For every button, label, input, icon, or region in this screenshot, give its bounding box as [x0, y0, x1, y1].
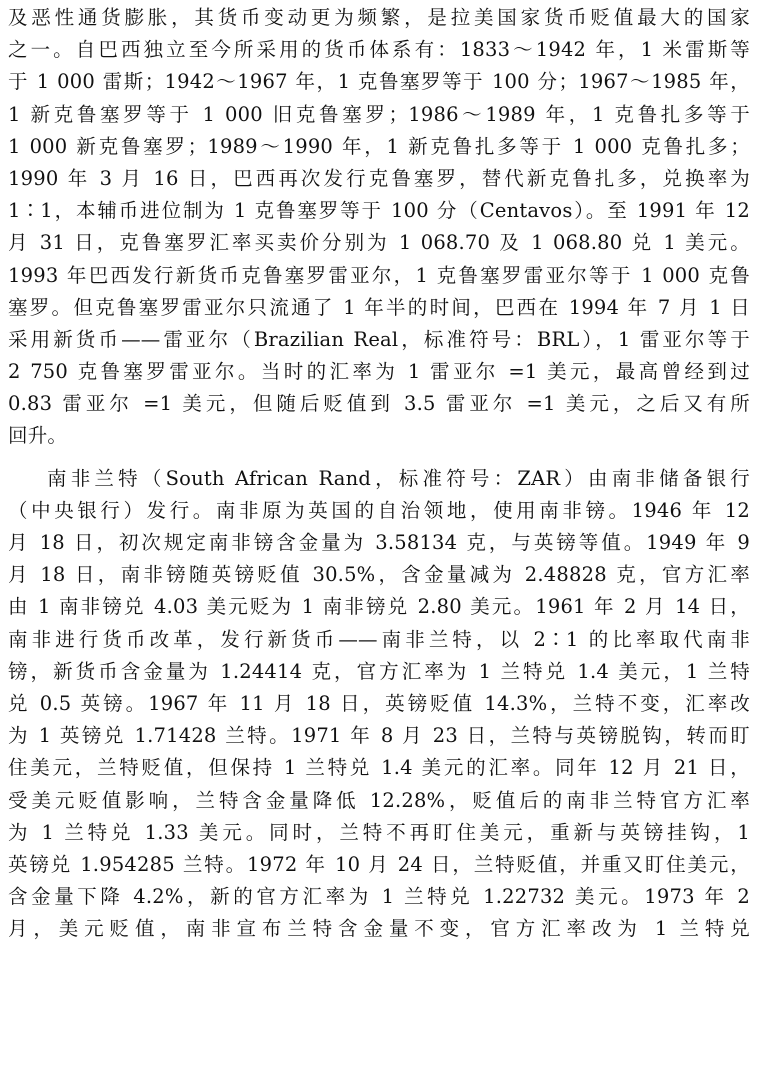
text-line: 月 18 日，初次规定南非镑含金量为 3.58134 克，与英镑等值。1949 年 9	[8, 531, 750, 554]
text-line: 镑，新货币含金量为 1.24414 克，官方汇率为 1 兰特兑 1.4 美元，1 兰特	[8, 659, 750, 683]
text-line: 1990 年 3 月 16 日，巴西再次发行克鲁塞罗，替代新克鲁扎多，兑换率为	[8, 166, 750, 190]
text-line: 受美元贬值影响，兰特含金量降低 12.28%，贬值后的南非兰特官方汇率	[8, 788, 750, 812]
text-line: 及恶性通货膨胀，其货币变动更为频繁，是拉美国家货币贬值最大的国家	[8, 6, 750, 29]
text-line: 塞罗。但克鲁塞罗雷亚尔只流通了 1 年半的时间，巴西在 1994 年 7 月 1 日	[8, 295, 750, 319]
text-line: （中央银行）发行。南非原为英国的自治领地，使用南非镑。1946 年 12	[8, 498, 750, 522]
text-line: 兑 0.5 英镑。1967 年 11 月 18 日，英镑贬值 14.3%，兰特不变，汇率改	[8, 691, 750, 715]
text-line: 为 1 英镑兑 1.71428 兰特。1971 年 8 月 23 日，兰特与英镑脱钩，转而盯	[8, 724, 750, 748]
text-line: 月 18 日，南非镑随英镑贬值 30.5%，含金量减为 2.48828 克，官方汇率	[8, 563, 750, 587]
text-line: 1993 年巴西发行新货币克鲁塞罗雷亚尔，1 克鲁塞罗雷亚尔等于 1 000 克鲁	[8, 263, 750, 287]
document-page	[8, 2, 750, 945]
text-line: 由 1 南非镑兑 4.03 美元贬为 1 南非镑兑 2.80 美元。1961 年 2 月 14 日，	[8, 595, 750, 619]
text-line: 1∶1，本辅币进位制为 1 克鲁塞罗等于 100 分（Centavos）。至 1991 年 12	[8, 199, 750, 223]
text-line: 南非进行货币改革，发行新货币——南非兰特，以 2∶1 的比率取代南非	[8, 627, 750, 651]
text-line: 采用新货币——雷亚尔（Brazilian Real，标准符号：BRL），1 雷亚尔等于	[8, 327, 750, 351]
text-line: 0.83 雷亚尔 =1 美元，但随后贬值到 3.5 雷亚尔 =1 美元，之后又有所	[8, 392, 750, 416]
paragraph-brazil-currency	[8, 2, 750, 453]
text-line: 于 1 000 雷斯；1942～1967 年，1 克鲁塞罗等于 100 分；1967～1985 年，	[8, 70, 750, 94]
paragraph-south-african-rand	[8, 463, 750, 946]
text-line: 含金量下降 4.2%，新的官方汇率为 1 兰特兑 1.22732 美元。1973 年 2	[8, 885, 750, 909]
text-line: 2 750 克鲁塞罗雷亚尔。当时的汇率为 1 雷亚尔 =1 美元，最高曾经到过	[8, 360, 750, 384]
text-line: 月 31 日，克鲁塞罗汇率买卖价分别为 1 068.70 及 1 068.80 兑 1 美元。	[8, 231, 750, 255]
text-line: 英镑兑 1.954285 兰特。1972 年 10 月 24 日，兰特贬值，并重又盯住美元，	[8, 852, 750, 876]
text-line: 之一。自巴西独立至今所采用的货币体系有：1833～1942 年，1 米雷斯等	[8, 38, 750, 62]
text-line: 1 000 新克鲁塞罗；1989～1990 年，1 新克鲁扎多等于 1 000 克鲁扎多；	[8, 134, 750, 158]
text-line: 住美元，兰特贬值，但保持 1 兰特兑 1.4 美元的汇率。同年 12 月 21 日，	[8, 756, 750, 780]
text-line: 回升。	[8, 424, 68, 448]
paragraph-spacing	[8, 453, 750, 463]
text-line: 为 1 兰特兑 1.33 美元。同时，兰特不再盯住美元，重新与英镑挂钩，1	[8, 820, 750, 844]
text-line: 南非兰特（South African Rand，标准符号：ZAR）由南非储备银行	[47, 466, 750, 490]
text-line: 月，美元贬值，南非宣布兰特含金量不变，官方汇率改为 1 兰特兑	[8, 917, 750, 941]
text-line: 1 新克鲁塞罗等于 1 000 旧克鲁塞罗；1986～1989 年，1 克鲁扎多等于	[8, 102, 750, 126]
